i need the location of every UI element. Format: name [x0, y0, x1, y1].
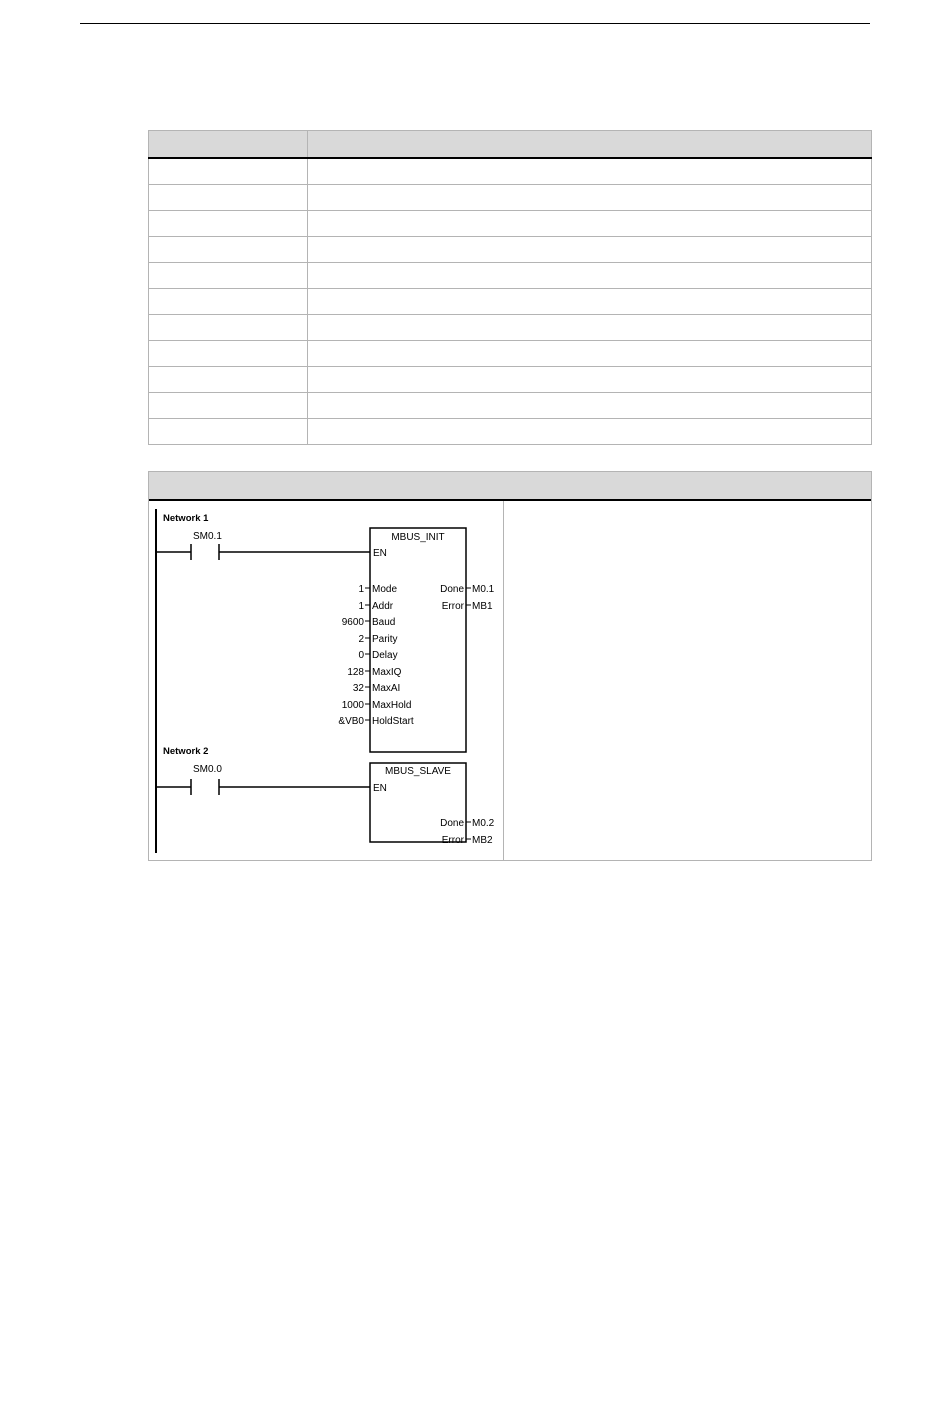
mbus-slave-outputs	[440, 818, 495, 846]
mbus-slave-title: MBUS_SLAVE	[385, 766, 451, 777]
table-header-cell-desc	[308, 131, 872, 159]
table-cell	[149, 315, 308, 341]
input-pin: Addr	[372, 601, 394, 612]
input-row	[358, 634, 397, 645]
input-value: 0	[358, 650, 364, 661]
mbus-init-outputs	[440, 584, 495, 612]
table-cell	[308, 263, 872, 289]
input-pin: HoldStart	[372, 716, 414, 727]
table-cell	[149, 341, 308, 367]
input-pin: Mode	[372, 584, 398, 595]
input-value: 1	[358, 584, 364, 595]
network-1-label: Network 1	[163, 513, 209, 524]
table-header-row	[149, 131, 872, 159]
input-row	[358, 650, 397, 661]
network-2-label: Network 2	[163, 746, 209, 757]
input-pin: Delay	[372, 650, 398, 661]
output-row	[442, 601, 493, 612]
mbus-init-title: MBUS_INIT	[391, 532, 445, 543]
output-pin: Done	[440, 818, 464, 829]
table-cell	[308, 419, 872, 445]
input-value: &VB0	[338, 716, 364, 727]
input-pin: MaxAI	[372, 683, 401, 694]
input-pin: MaxHold	[372, 700, 412, 711]
column-divider	[503, 501, 504, 860]
table-cell	[308, 367, 872, 393]
input-value: 2	[358, 634, 364, 645]
contact-1-label: SM0.1	[193, 531, 222, 542]
mbus-init-en-pin: EN	[373, 548, 387, 559]
input-pin: Baud	[372, 617, 396, 628]
output-row	[440, 584, 495, 595]
table-cell	[149, 367, 308, 393]
output-value: M0.2	[472, 818, 495, 829]
table-row	[149, 237, 872, 263]
input-row	[358, 601, 393, 612]
table-cell	[308, 237, 872, 263]
table-cell	[149, 237, 308, 263]
table-header-cell-param	[149, 131, 308, 159]
input-pin: Parity	[372, 634, 398, 645]
table-cell	[149, 263, 308, 289]
input-row	[338, 716, 413, 727]
input-value: 128	[347, 667, 364, 678]
table-cell	[308, 211, 872, 237]
table-cell	[308, 185, 872, 211]
table-row	[149, 263, 872, 289]
input-value: 1	[358, 601, 364, 612]
input-value: 1000	[341, 700, 364, 711]
table-cell	[308, 158, 872, 185]
table-cell	[308, 341, 872, 367]
table-row	[149, 158, 872, 185]
example-program-box	[148, 471, 872, 861]
output-row	[442, 835, 493, 846]
input-pin: MaxIQ	[372, 667, 402, 678]
ladder-diagram	[149, 501, 503, 860]
input-row	[347, 667, 401, 678]
mbus-slave-en-pin: EN	[373, 783, 387, 794]
table-row	[149, 185, 872, 211]
output-pin: Error	[441, 601, 464, 612]
example-body	[149, 501, 871, 860]
input-row	[342, 700, 412, 711]
table-cell	[149, 393, 308, 419]
output-value: MB2	[472, 835, 493, 846]
table-cell	[308, 315, 872, 341]
contact-1-icon	[156, 544, 370, 560]
table-cell	[149, 211, 308, 237]
table-row	[149, 341, 872, 367]
table-cell	[149, 289, 308, 315]
input-value: 32	[352, 683, 364, 694]
table-row	[149, 393, 872, 419]
output-value: M0.1	[472, 584, 495, 595]
table-row	[149, 211, 872, 237]
contact-2-label: SM0.0	[193, 764, 222, 775]
table-row	[149, 419, 872, 445]
output-pin: Done	[440, 584, 464, 595]
output-pin: Error	[441, 835, 464, 846]
input-row	[353, 683, 400, 694]
table-cell	[149, 158, 308, 185]
input-row	[358, 584, 397, 595]
output-row	[440, 818, 495, 829]
contact-2-icon	[156, 779, 370, 795]
table-row	[149, 367, 872, 393]
table-row	[149, 289, 872, 315]
page-header-rule	[80, 23, 870, 24]
output-value: MB1	[472, 601, 493, 612]
table-cell	[149, 185, 308, 211]
table-cell	[149, 419, 308, 445]
table-cell	[308, 393, 872, 419]
input-value: 9600	[341, 617, 364, 628]
parameter-table	[148, 130, 872, 445]
input-row	[342, 617, 396, 628]
example-header	[149, 472, 871, 501]
table-cell	[308, 289, 872, 315]
mbus-init-inputs	[338, 584, 413, 727]
table-row	[149, 315, 872, 341]
